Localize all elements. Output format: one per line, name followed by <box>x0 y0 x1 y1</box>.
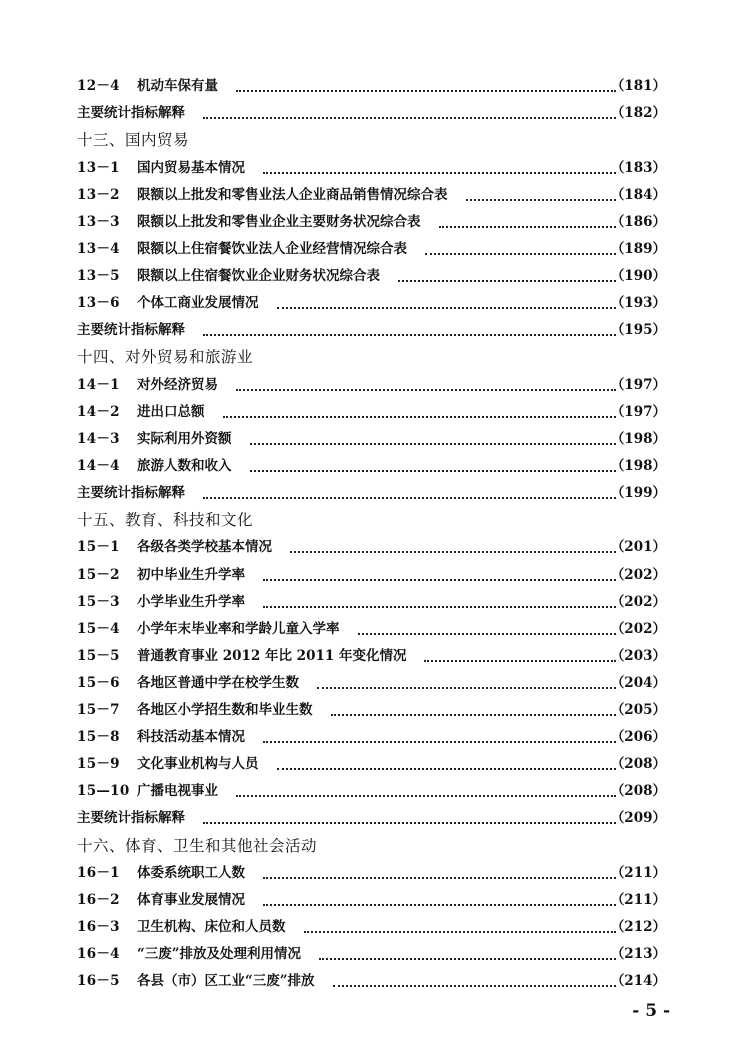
toc-entry <box>0 73 738 100</box>
entry-title: 各地区普通中学在校学生数 <box>137 674 299 691</box>
entry-number: 13－2 <box>77 186 120 203</box>
dot-leader <box>358 616 616 643</box>
toc-entry <box>0 643 738 670</box>
entry-page: （214） <box>610 973 666 990</box>
entry-title: 普通教育事业 2012 年比 2011 年变化情况 <box>137 647 407 664</box>
dot-leader <box>263 887 616 914</box>
dot-leader <box>223 399 616 426</box>
section-heading <box>0 833 738 860</box>
toc-entry <box>0 263 738 290</box>
toc-entry <box>0 426 738 453</box>
section-heading <box>0 127 738 154</box>
entry-page: （202） <box>610 566 666 583</box>
entry-page: （197） <box>610 376 666 393</box>
entry-page: （198） <box>610 457 666 474</box>
toc-entry <box>0 941 738 968</box>
entry-title: 对外经济贸易 <box>137 376 218 393</box>
entry-title: 主要统计指标解释 <box>77 485 185 501</box>
entry-page: （204） <box>610 674 666 691</box>
entry-title: 小学毕业生升学率 <box>137 593 245 610</box>
dot-leader <box>236 73 616 100</box>
dot-leader <box>263 562 616 589</box>
entry-number: 16－1 <box>77 864 120 881</box>
section-title: 十三、国内贸易 <box>77 131 190 150</box>
dot-leader <box>424 643 616 670</box>
table-of-contents <box>0 73 738 995</box>
entry-title: 限额以上住宿餐饮业法人企业经营情况综合表 <box>137 240 407 257</box>
entry-number: 15－1 <box>77 539 120 556</box>
entry-page: （201） <box>610 539 666 556</box>
entry-number: 13－3 <box>77 213 120 230</box>
entry-title: 广播电视事业 <box>137 783 218 800</box>
dot-leader <box>290 534 616 561</box>
notes-entry <box>0 480 738 507</box>
dot-leader <box>263 589 616 616</box>
entry-number: 13－1 <box>77 159 120 176</box>
toc-entry <box>0 155 738 182</box>
notes-entry <box>0 805 738 832</box>
toc-entry <box>0 724 738 751</box>
entry-number: 14－1 <box>77 376 120 393</box>
entry-number: 15－8 <box>77 729 120 746</box>
entry-title: 小学年末毕业率和学龄儿童入学率 <box>137 620 340 637</box>
entry-page: （212） <box>610 919 666 936</box>
dot-leader <box>319 941 616 968</box>
toc-entry <box>0 236 738 263</box>
entry-page: （211） <box>610 892 666 908</box>
entry-title: 机动车保有量 <box>137 78 218 94</box>
entry-number: 13－6 <box>77 295 120 312</box>
dot-leader <box>425 236 616 263</box>
entry-title: 各级各类学校基本情况 <box>137 539 272 556</box>
entry-title: 个体工商业发展情况 <box>137 295 259 312</box>
entry-page: （208） <box>610 756 666 773</box>
entry-number: 15－9 <box>77 756 120 773</box>
toc-entry <box>0 562 738 589</box>
entry-page: （205） <box>610 702 666 719</box>
toc-entry <box>0 209 738 236</box>
toc-entry <box>0 968 738 995</box>
entry-page: （209） <box>610 810 666 827</box>
entry-page: （190） <box>610 267 666 284</box>
entry-title: 限额以上住宿餐饮业企业财务状况综合表 <box>137 267 380 284</box>
entry-page: （211） <box>610 864 666 881</box>
entry-number: 15－2 <box>77 566 120 583</box>
entry-title: 体委系统职工人数 <box>137 864 245 881</box>
entry-page: （202） <box>610 593 666 610</box>
entry-title: 主要统计指标解释 <box>77 105 185 122</box>
toc-entry <box>0 372 738 399</box>
entry-page: （183） <box>610 159 666 176</box>
dot-leader <box>398 263 616 290</box>
entry-title: 体育事业发展情况 <box>137 892 245 908</box>
entry-number: 14－3 <box>77 430 120 447</box>
notes-entry <box>0 100 738 127</box>
entry-title: 各县（市）区工业“三废”排放 <box>137 973 315 990</box>
dot-leader <box>466 182 616 209</box>
dot-leader <box>236 778 616 805</box>
dot-leader <box>277 751 616 778</box>
entry-number: 14－4 <box>77 457 120 474</box>
dot-leader <box>203 805 616 832</box>
dot-leader <box>203 100 616 127</box>
entry-page: （186） <box>610 213 666 230</box>
entry-title: 进出口总额 <box>137 403 205 420</box>
section-title: 十四、对外贸易和旅游业 <box>77 348 254 367</box>
entry-number: 15－3 <box>77 593 120 610</box>
dot-leader <box>250 426 616 453</box>
entry-number: 16－5 <box>77 973 120 990</box>
toc-entry <box>0 589 738 616</box>
entry-title: 卫生机构、床位和人员数 <box>137 919 286 936</box>
toc-entry <box>0 182 738 209</box>
entry-page: （213） <box>610 946 666 963</box>
dot-leader <box>236 372 616 399</box>
toc-entry <box>0 778 738 805</box>
page-number: - 5 - <box>632 1001 670 1021</box>
toc-entry <box>0 616 738 643</box>
entry-title: 主要统计指标解释 <box>77 322 185 339</box>
entry-number: 15－5 <box>77 647 120 664</box>
entry-page: （181） <box>610 78 666 94</box>
toc-entry <box>0 697 738 724</box>
toc-entry <box>0 399 738 426</box>
toc-entry <box>0 534 738 561</box>
toc-entry <box>0 751 738 778</box>
entry-title: 限额以上批发和零售业企业主要财务状况综合表 <box>137 213 421 230</box>
entry-page: （193） <box>610 295 666 312</box>
dot-leader <box>317 670 616 697</box>
dot-leader <box>203 317 616 344</box>
toc-entry <box>0 887 738 914</box>
entry-title: 初中毕业生升学率 <box>137 566 245 583</box>
entry-page: （189） <box>610 240 666 257</box>
dot-leader <box>304 914 616 941</box>
entry-page: （203） <box>610 647 666 664</box>
entry-title: 旅游人数和收入 <box>137 457 232 474</box>
entry-title: 实际利用外资额 <box>137 430 232 447</box>
dot-leader <box>203 480 616 507</box>
entry-number: 12－4 <box>77 78 120 94</box>
entry-number: 13－5 <box>77 267 120 284</box>
toc-entry <box>0 290 738 317</box>
dot-leader <box>263 860 616 887</box>
dot-leader <box>439 209 616 236</box>
entry-number: 16－3 <box>77 919 120 936</box>
notes-entry <box>0 317 738 344</box>
entry-number: 14－2 <box>77 403 120 420</box>
entry-number: 15－6 <box>77 674 120 691</box>
entry-title: 主要统计指标解释 <box>77 810 185 827</box>
dot-leader <box>331 697 616 724</box>
entry-title: “三废”排放及处理利用情况 <box>137 946 302 963</box>
dot-leader <box>263 155 616 182</box>
section-title: 十五、教育、科技和文化 <box>77 511 254 530</box>
entry-title: 文化事业机构与人员 <box>137 756 259 773</box>
section-title: 十六、体育、卫生和其他社会活动 <box>77 836 318 855</box>
entry-page: （202） <box>610 620 666 637</box>
entry-title: 各地区小学招生数和毕业生数 <box>137 702 313 719</box>
entry-title: 国内贸易基本情况 <box>137 159 245 176</box>
entry-page: （195） <box>610 322 666 339</box>
entry-number: 15－4 <box>77 620 120 637</box>
entry-page: （199） <box>610 485 666 501</box>
entry-title: 科技活动基本情况 <box>137 729 245 746</box>
entry-page: （206） <box>610 729 666 746</box>
section-heading <box>0 507 738 534</box>
entry-page: （198） <box>610 430 666 447</box>
entry-number: 16－4 <box>77 946 120 963</box>
entry-page: （182） <box>610 105 666 122</box>
dot-leader <box>263 724 616 751</box>
toc-entry <box>0 453 738 480</box>
dot-leader <box>333 968 616 995</box>
toc-entry <box>0 860 738 887</box>
entry-page: （197） <box>610 403 666 420</box>
entry-page: （184） <box>610 186 666 203</box>
entry-number: 15－7 <box>77 702 120 719</box>
entry-number: 15—10 <box>77 783 130 800</box>
dot-leader <box>250 453 616 480</box>
toc-entry <box>0 914 738 941</box>
toc-entry <box>0 670 738 697</box>
entry-number: 13－4 <box>77 240 120 257</box>
entry-number: 16－2 <box>77 892 120 908</box>
entry-title: 限额以上批发和零售业法人企业商品销售情况综合表 <box>137 186 448 203</box>
entry-page: （208） <box>610 783 666 800</box>
section-heading <box>0 344 738 371</box>
dot-leader <box>277 290 616 317</box>
